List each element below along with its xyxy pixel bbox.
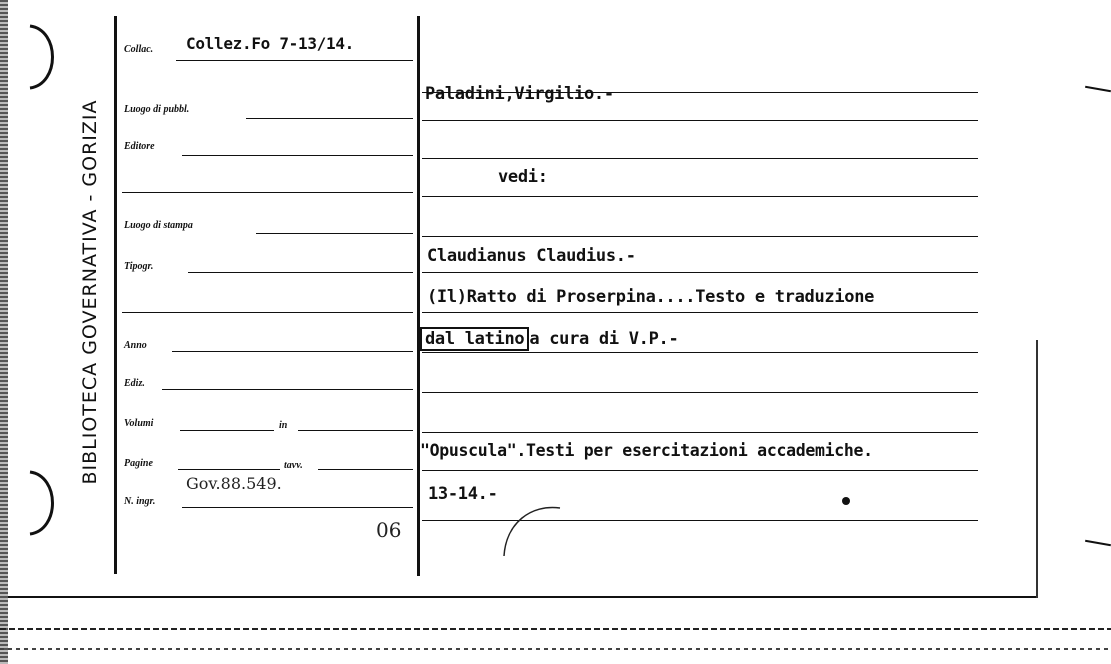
middle-column-rule: [417, 16, 420, 576]
field-line: [176, 60, 413, 61]
entry-line: [422, 196, 978, 197]
field-line: [318, 469, 413, 470]
bracketed-phrase: dal latino: [420, 327, 529, 351]
see-reference: vedi:: [498, 167, 548, 187]
field-line: [162, 389, 413, 390]
field-line: [246, 118, 413, 119]
library-name-vertical: BIBLIOTECA GOVERNATIVA - GORIZIA: [79, 99, 101, 485]
field-line: [182, 155, 413, 156]
field-line: [122, 312, 413, 313]
left-column-rule: [114, 16, 117, 574]
label-luogo-pubblicazione: Luogo di pubbl.: [124, 104, 190, 115]
title-line-2: [420, 329, 678, 349]
entry-line: [422, 392, 978, 393]
field-line: [172, 351, 413, 352]
inventory-number: Gov.88.549.: [186, 474, 282, 493]
card-left-edge: [0, 0, 8, 664]
title-line-1: (Il)Ratto di Proserpina....Testo e traduzione: [427, 287, 875, 307]
field-line: [182, 507, 413, 508]
entry-line: [422, 120, 978, 121]
label-collocazione: Collac.: [124, 44, 154, 55]
label-volumi: Volumi: [124, 418, 154, 429]
punch-hole-bottom: [8, 468, 68, 538]
field-line: [298, 430, 413, 431]
punch-hole-top: [8, 22, 68, 92]
card-right-edge: [1036, 340, 1038, 598]
pencil-arc: [496, 498, 566, 558]
field-line: [180, 430, 274, 431]
entry-line: [422, 272, 978, 273]
label-pagine: Pagine: [124, 458, 153, 469]
card-bottom-edge: [8, 596, 1038, 598]
lower-card-edge: [0, 648, 1111, 650]
label-edizione: Ediz.: [124, 378, 145, 389]
field-line: [256, 233, 413, 234]
label-numero-ingresso: N. ingr.: [124, 496, 156, 507]
series-line-1: "Opuscula".Testi per esercitazioni accademiche.: [420, 441, 873, 460]
field-line: [178, 469, 280, 470]
label-tipografo: Tipogr.: [124, 261, 154, 272]
field-line: [188, 272, 413, 273]
label-editore: Editore: [124, 141, 155, 152]
reference-author: Claudianus Claudius.-: [427, 246, 636, 266]
entry-line: [422, 352, 978, 353]
ink-dot: [842, 497, 850, 505]
label-luogo-stampa: Luogo di stampa: [124, 220, 193, 231]
entry-line: [422, 312, 978, 313]
author-heading: Paladini,Virgilio.-: [425, 84, 614, 104]
label-tavole: tavv.: [284, 460, 303, 471]
field-line: [122, 192, 413, 193]
label-anno: Anno: [124, 340, 147, 351]
entry-line: [422, 236, 978, 237]
handwritten-number: 06: [376, 518, 402, 542]
label-in: in: [279, 420, 288, 431]
right-edge-mark: [1085, 86, 1111, 92]
entry-line: [422, 158, 978, 159]
series-line-2: 13-14.-: [428, 484, 498, 504]
right-edge-mark: [1085, 540, 1111, 546]
title-line-2-rest: a cura di V.P.-: [529, 329, 679, 349]
collocazione-value: Collez.Fo 7-13/14.: [186, 34, 354, 53]
entry-line: [422, 470, 978, 471]
entry-line: [422, 432, 978, 433]
lower-card-edge: [0, 628, 1111, 630]
